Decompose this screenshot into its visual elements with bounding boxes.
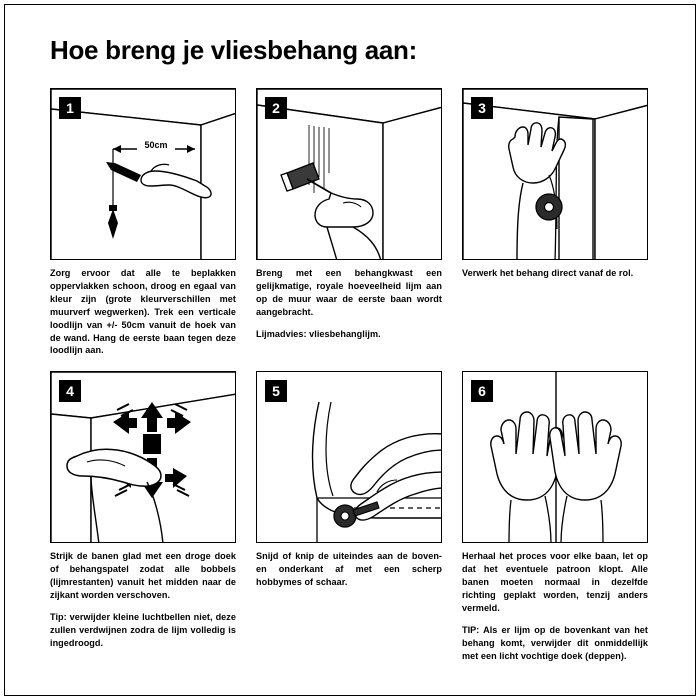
- step-2-illustration: [256, 88, 442, 260]
- step-6-caption: [462, 550, 648, 662]
- step-6-number: 6: [471, 380, 493, 402]
- step-4-caption: [50, 550, 236, 649]
- step-2-number: 2: [265, 97, 287, 119]
- step-5-paragraph-1: Snijd of knip de uiteindes aan de boven- en onderkant af met een scherp hobbymes of schaar.: [256, 551, 442, 588]
- step-3: [462, 88, 648, 280]
- step-2-paragraph-2: Lijmadvies: vliesbehanglijm.: [256, 328, 381, 339]
- step-2-caption: [256, 267, 442, 341]
- step-3-paragraph-1: Verwerk het behang direct vanaf de rol.: [462, 268, 634, 278]
- step-6: [462, 371, 648, 662]
- steps-row-1: [50, 88, 650, 357]
- step-6-paragraph-2: TIP: Als er lijm op de bovenkant van het behang komt, verwijder dit onmiddellijk met een licht vochtige doek (deppen).: [462, 624, 648, 661]
- step-1-caption: [50, 267, 236, 357]
- step-3-illustration: [462, 88, 648, 260]
- steps-row-2: [50, 371, 650, 662]
- step-5: [256, 371, 442, 589]
- step-4: [50, 371, 236, 649]
- step-6-paragraph-1: Herhaal het proces voor elke baan, let op dat het eventuele patroon klopt. Alle banen moeten normaal in dezelfde richting geplakt worden, tenzij anders vermeld.: [462, 551, 648, 613]
- step-3-number: 3: [471, 97, 493, 119]
- step-3-caption: [462, 267, 648, 280]
- step-1: [50, 88, 236, 357]
- step-2: [256, 88, 442, 341]
- page-title: Hoe breng je vliesbehang aan:: [50, 35, 417, 65]
- step-5-caption: [256, 550, 442, 589]
- step-2-paragraph-1: Breng met een behangkwast een gelijkmatige, royale hoeveelheid lijm aan op de muur waar de eerste baan wordt aangebracht.: [256, 268, 442, 317]
- step-6-illustration: [462, 371, 648, 543]
- step-5-number: 5: [265, 380, 287, 402]
- step-4-number: 4: [59, 380, 81, 402]
- step-1-paragraph-1: Zorg ervoor dat alle te beplakken oppervlakken schoon, droog en egaal van kleur zijn (grote kleurverschillen met muurverf wegwerken). Trek een verticale loodlijn van +/- 50cm vanuit de hoek van de wand. Hang de eerste baan tegen deze loodlijn aan.: [50, 268, 236, 356]
- step-4-illustration: [50, 371, 236, 543]
- step-1-number: 1: [59, 97, 81, 119]
- steps-grid: [50, 88, 650, 663]
- step-5-illustration: [256, 371, 442, 543]
- step-4-paragraph-2: Tip: verwijder kleine luchtbellen niet, deze zullen verdwijnen zodra de lijm volledig is ingedroogd.: [50, 611, 236, 648]
- step-1-illustration: [50, 88, 236, 260]
- step-4-paragraph-1: Strijk de banen glad met een droge doek of behangspatel zodat alle bobbels (lijmrestanten) vanuit het midden naar de zijkant worden verschoven.: [50, 551, 236, 601]
- svg-text:50cm: 50cm: [144, 140, 168, 150]
